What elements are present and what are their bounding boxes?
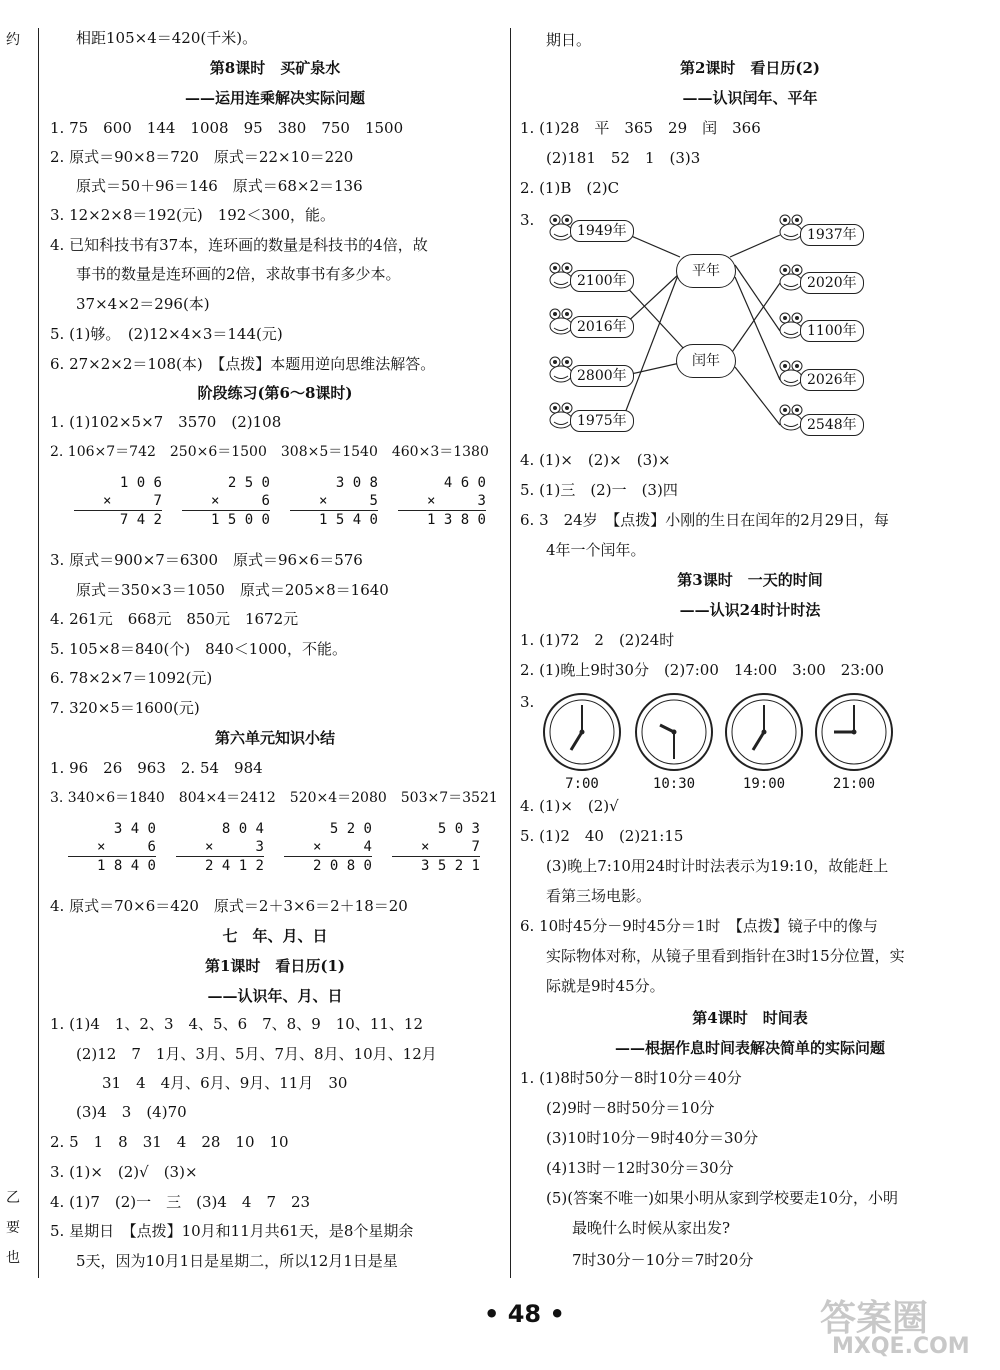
margin-char: 约 [6,32,20,48]
multiplier: × 5 [318,493,378,509]
clock-face-icon [634,692,714,772]
year-label-right: 2548年 [800,414,864,436]
answer-line: 1. (1)28 平 365 29 闰 366 [520,119,761,137]
answer-line: 3. 12×2×8＝192(元) 192＜300，能。 [50,206,335,224]
answer-line: (4)13时－12时30分＝30分 [546,1159,734,1177]
multiplicand: 3 0 8 [335,475,378,491]
unit-title: 七 年、月、日 [222,927,328,945]
year-label-right: 1100年 [800,320,864,342]
section-title: 阶段练习(第6～8课时) [197,384,353,402]
answer-line: 2. 106×7＝742 250×6＝1500 308×5＝1540 460×3＝1380 [50,444,489,460]
clock-time-label: 21:00 [832,776,876,792]
product: 3 5 2 1 [392,856,480,875]
answer-line: 最晚什么时候从家出发? [572,1219,731,1237]
answer-line: 4. 原式＝70×6＝420 原式＝2＋3×6＝2＋18＝20 [50,897,408,915]
clock-time-label: 10:30 [652,776,696,792]
answer-line: 5. (1)2 40 (2)21:15 [520,827,684,845]
watermark-logo: 答案圈 [820,1298,929,1339]
answer-line: 6. 10时45分－9时45分＝1时 【点拨】镜子中的像与 [520,917,878,935]
lesson-subtitle: ——认识闰年、平年 [682,89,818,107]
year-label-right: 2026年 [800,369,864,391]
answer-line: 3. (1)× (2)√ (3)× [50,1163,198,1181]
answer-line: 3. [520,211,535,229]
lesson-title: 第4课时 时间表 [692,1009,808,1027]
lesson-title: 第3课时 一天的时间 [677,571,823,589]
multiplier: × 3 [426,493,486,509]
vertical-multiplication [284,820,372,875]
left-margin-rule [38,28,39,1278]
product: 1 5 4 0 [290,510,378,529]
answer-line: 5. 星期日 【点拨】10月和11月共61天，是8个星期余 [50,1222,414,1240]
answer-line: 4. (1)× (2)× (3)× [520,451,671,469]
clock [542,692,622,792]
cloud-common-year: 平年 [676,254,736,288]
multiplicand: 1 0 6 [119,475,162,491]
answer-line: (2)181 52 1 (3)3 [546,149,701,167]
answer-line: 5天，因为10月1日是星期二，所以12月1日是星 [76,1252,398,1270]
answer-line: 7时30分－10分＝7时20分 [572,1251,754,1269]
answer-line: 1. (1)4 1、2、3 4、5、6 7、8、9 10、11、12 [50,1015,424,1033]
answer-line: 5. 105×8＝840(个) 840＜1000，不能。 [50,640,347,658]
answer-line: 5. (1)三 (2)一 (3)四 [520,481,678,499]
answer-line: 6. 27×2×2＝108(本) 【点拨】本题用逆向思维法解答。 [50,355,436,373]
clock-face-icon [724,692,804,772]
multiplicand: 4 6 0 [443,475,486,491]
answer-line: 1. (1)102×5×7 3570 (2)108 [50,413,282,431]
clock [724,692,804,792]
clock [634,692,714,792]
answer-line: 看第三场电影。 [546,887,652,905]
vertical-multiplication [398,474,486,529]
margin-char: 要 [6,1220,20,1236]
vertical-multiplication [68,820,156,875]
multiplier: × 7 [420,839,480,855]
vertical-multiplication [392,820,480,875]
vertical-multiplication [176,820,264,875]
answer-line: 2. (1)B (2)C [520,179,620,197]
answer-line: 1. (1)72 2 (2)24时 [520,631,675,649]
multiplicand: 2 5 0 [227,475,270,491]
product: 1 3 8 0 [398,510,486,529]
year-label-left: 2016年 [570,316,634,338]
answer-line: 实际物体对称，从镜子里看到指针在3时15分位置，实 [546,947,905,965]
margin-char: 也 [6,1250,20,1266]
answer-line: (3)4 3 (4)70 [76,1103,187,1121]
answer-line: (3)晚上7:10用24时计时法表示为19:10，故能赶上 [546,857,889,875]
answer-line: 1. 96 26 963 2. 54 984 [50,759,263,777]
vertical-multiplication [290,474,378,529]
answer-line: 37×4×2＝296(本) [76,295,210,313]
multiplier: × 7 [102,493,162,509]
answer-line: 3. 原式＝900×7＝6300 原式＝96×6＝576 [50,551,363,569]
multiplicand: 5 0 3 [437,821,480,837]
year-label-right: 1937年 [800,224,864,246]
answer-line: (2)12 7 1月、3月、5月、7月、8月、10月、12月 [76,1045,437,1063]
product: 1 5 0 0 [182,510,270,529]
year-label-left: 2800年 [570,365,634,387]
text-line: 相距105×4＝420(千米)。 [76,29,258,47]
multiplier: × 4 [312,839,372,855]
column-divider [510,28,511,1278]
answer-line: (2)9时－8时50分＝10分 [546,1099,715,1117]
answer-line: 4. 已知科技书有37本，连环画的数量是科技书的4倍，故 [50,236,428,254]
answer-line: 6. 3 24岁 【点拨】小刚的生日在闰年的2月29日，每 [520,511,889,529]
answer-line: 7. 320×5＝1600(元) [50,699,200,717]
vertical-multiplication [182,474,270,529]
answer-line: 3. [520,693,535,711]
lesson-subtitle: ——认识年、月、日 [207,987,343,1005]
multiplier: × 6 [96,839,156,855]
lesson-title: 第1课时 看日历(1) [204,957,346,975]
margin-char: 乙 [6,1190,20,1206]
answer-line: 4. 261元 668元 850元 1672元 [50,610,299,628]
lesson-subtitle: ——认识24时计时法 [679,601,821,619]
year-label-right: 2020年 [800,272,864,294]
answer-line: 6. 78×2×7＝1092(元) [50,669,213,687]
answer-line: 4年一个闰年。 [546,541,646,559]
answer-line: (5)(答案不唯一)如果小明从家到学校要走10分，小明 [546,1189,899,1207]
product: 1 8 4 0 [68,856,156,875]
answer-line: 原式＝50＋96＝146 原式＝68×2＝136 [76,177,363,195]
answer-line: 3. 340×6＝1840 804×4＝2412 520×4＝2080 503×7＝3521 [50,790,498,806]
clock-face-icon [542,692,622,772]
page-number: • 48 • [484,1300,565,1328]
vertical-multiplication [74,474,162,529]
answer-line: 5. (1)够。 (2)12×4×3＝144(元) [50,325,283,343]
watermark-url: MXQE.COM [832,1334,970,1359]
answer-line: 原式＝350×3＝1050 原式＝205×8＝1640 [76,581,389,599]
lesson-subtitle: ——根据作息时间表解决简单的实际问题 [614,1039,885,1057]
product: 2 4 1 2 [176,856,264,875]
answer-line: (3)10时10分－9时40分＝30分 [546,1129,759,1147]
product: 2 0 8 0 [284,856,372,875]
section-title: 第六单元知识小结 [214,729,335,747]
multiplier: × 6 [210,493,270,509]
clock [814,692,894,792]
answer-line: 1. 75 600 144 1008 95 380 750 1500 [50,119,404,137]
answer-line: 2. 原式＝90×8＝720 原式＝22×10＝220 [50,148,354,166]
answer-line: 31 4 4月、6月、9月、11月 30 [102,1074,348,1092]
lesson-title: 第8课时 买矿泉水 [209,59,341,77]
answer-line: 2. 5 1 8 31 4 28 10 10 [50,1133,289,1151]
answer-line: 2. (1)晚上9时30分 (2)7:00 14:00 3:00 23:00 [520,661,885,679]
product: 7 4 2 [74,510,162,529]
answer-line: 4. (1)7 (2)一 三 (3)4 4 7 23 [50,1193,311,1211]
multiplicand: 3 4 0 [113,821,156,837]
year-label-left: 2100年 [570,270,634,292]
multiplicand: 5 2 0 [329,821,372,837]
answer-line: 4. (1)× (2)√ [520,797,619,815]
multiplicand: 8 0 4 [221,821,264,837]
clock-time-label: 7:00 [565,776,599,792]
answer-line: 1. (1)8时50分－8时10分＝40分 [520,1069,742,1087]
text-line: 期日。 [546,31,592,49]
answer-line: 事书的数量是连环画的2倍，求故事书有多少本。 [76,265,401,283]
year-label-left: 1975年 [570,410,634,432]
multiplier: × 3 [204,839,264,855]
lesson-subtitle: ——运用连乘解决实际问题 [184,89,365,107]
clock-face-icon [814,692,894,772]
year-label-left: 1949年 [570,220,634,242]
cloud-leap-year: 闰年 [676,344,736,378]
answer-line: 际就是9时45分。 [546,977,665,995]
clock-time-label: 19:00 [742,776,786,792]
lesson-title: 第2课时 看日历(2) [679,59,821,77]
